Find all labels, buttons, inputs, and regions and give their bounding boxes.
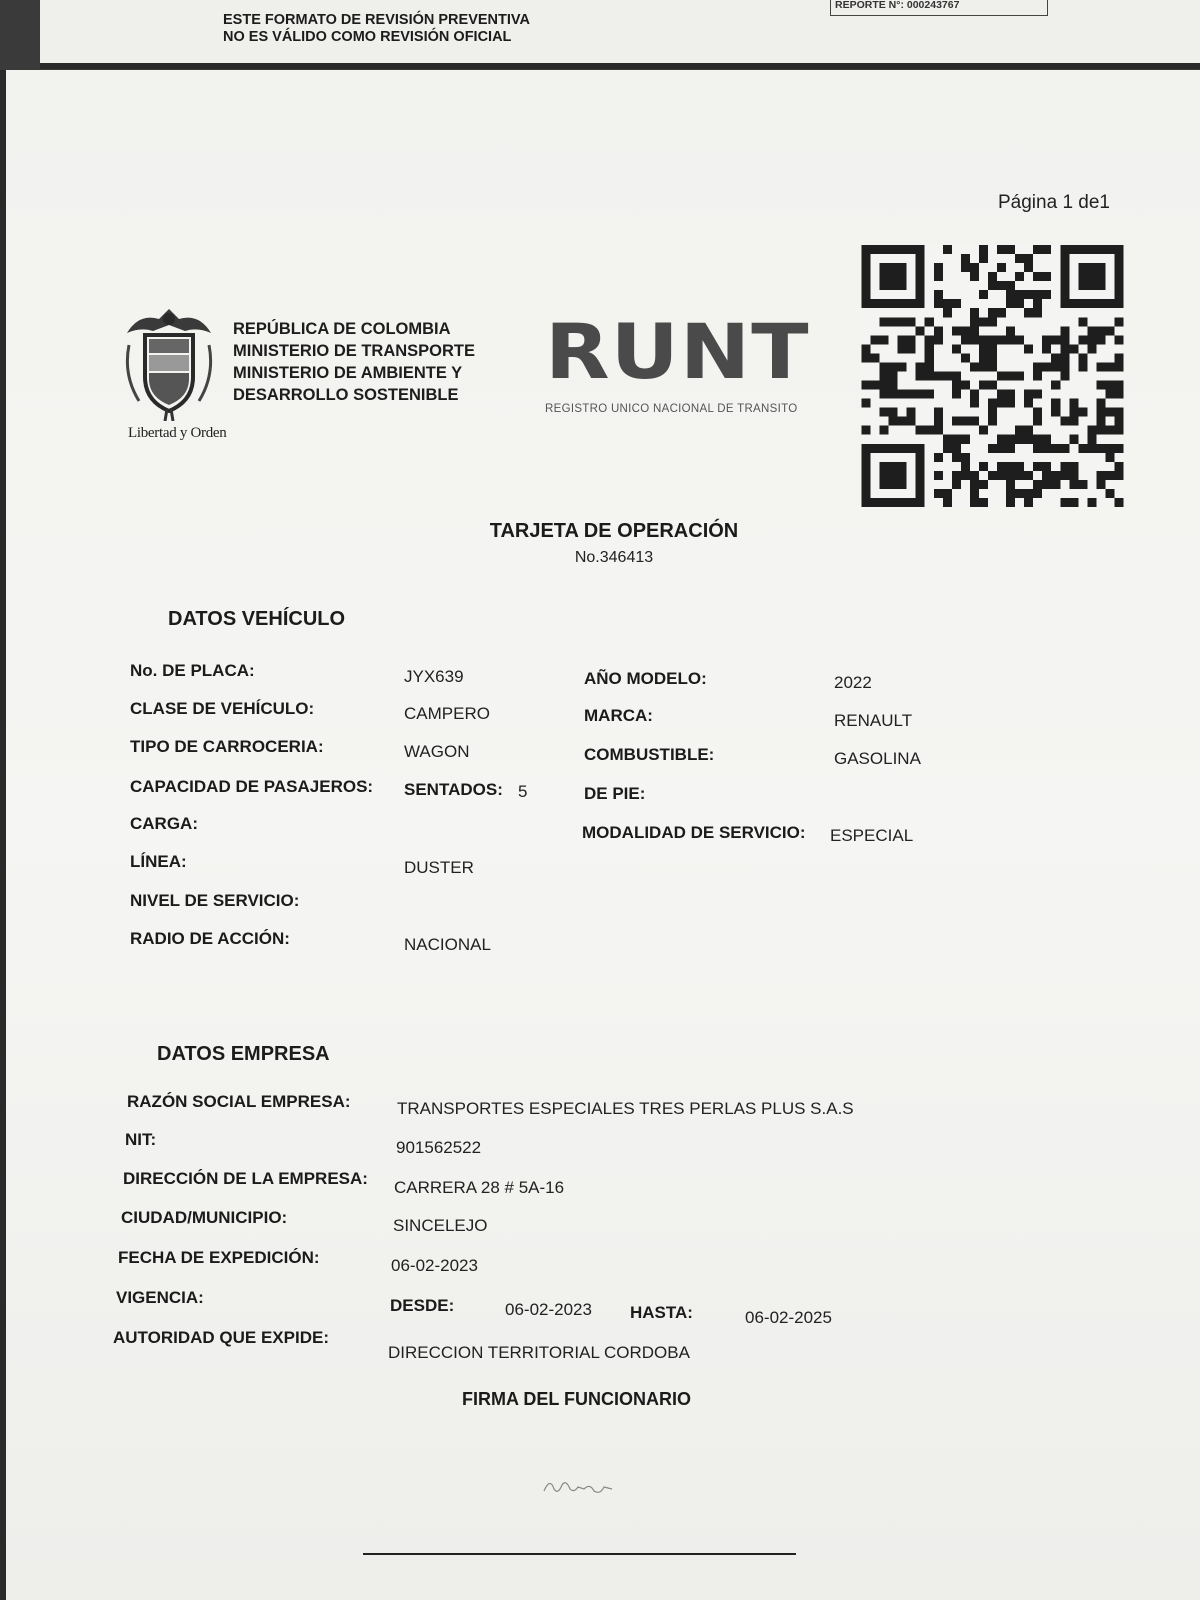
clase-label: CLASE DE VEHÍCULO: (130, 699, 315, 718)
fecha-label: FECHA DE EXPEDICIÓN: (118, 1248, 320, 1267)
razon-value: TRANSPORTES ESPECIALES TRES PERLAS PLUS S.A.S (397, 1099, 854, 1118)
razon-label: RAZÓN SOCIAL EMPRESA: (127, 1092, 351, 1111)
vehicle-section-title: DATOS VEHÍCULO (168, 608, 346, 630)
document-title: TARJETA DE OPERACIÓN (489, 520, 739, 542)
warning-line-2: NO ES VÁLIDO COMO REVISIÓN OFICIAL (223, 29, 512, 45)
combustible-value: GASOLINA (834, 749, 921, 768)
placa-value: JYX639 (404, 667, 464, 686)
direccion-value: CARRERA 28 # 5A-16 (394, 1178, 565, 1197)
placa-label: No. DE PLACA: (130, 661, 255, 680)
radio-value: NACIONAL (404, 935, 491, 954)
modalidad-value: ESPECIAL (830, 826, 914, 845)
hasta-value: 06-02-2025 (745, 1308, 832, 1327)
page-indicator: Página 1 de1 (998, 192, 1110, 213)
desde-label: DESDE: (390, 1296, 455, 1315)
sheet-divider (40, 63, 1200, 69)
clase-value: CAMPERO (404, 704, 490, 723)
runt-subtitle: REGISTRO UNICO NACIONAL DE TRANSITO (545, 403, 798, 415)
linea-label: LÍNEA: (130, 852, 187, 871)
desde-value: 06-02-2023 (505, 1300, 592, 1319)
gov-line-4: DESARROLLO SOSTENIBLE (233, 386, 459, 404)
document-number: No.346413 (574, 549, 654, 566)
nivel-label: NIVEL DE SERVICIO: (130, 891, 300, 910)
carga-label: CARGA: (130, 814, 198, 833)
linea-value: DUSTER (404, 858, 474, 877)
de-pie-label: DE PIE: (584, 784, 646, 803)
hasta-label: HASTA: (630, 1303, 693, 1322)
company-section-title: DATOS EMPRESA (157, 1043, 330, 1065)
gov-line-2: MINISTERIO DE TRANSPORTE (233, 342, 476, 360)
capacidad-label: CAPACIDAD DE PASAJEROS: (130, 777, 374, 796)
fecha-value: 06-02-2023 (391, 1256, 478, 1275)
marca-value: RENAULT (834, 711, 913, 730)
autoridad-value: DIRECCION TERRITORIAL CORDOBA (388, 1343, 690, 1362)
signature-scribble-icon (540, 1475, 620, 1499)
motto: Libertad y Orden (128, 425, 227, 441)
direccion-label: DIRECCIÓN DE LA EMPRESA: (123, 1169, 368, 1188)
gov-line-1: REPÚBLICA DE COLOMBIA (233, 320, 451, 338)
nit-value: 901562522 (396, 1138, 482, 1157)
runt-logo: RUNT (545, 307, 810, 396)
gov-line-3: MINISTERIO DE AMBIENTE Y (233, 364, 463, 382)
reporte-number: REPORTE N°: 000243767 (830, 0, 1048, 16)
carroceria-value: WAGON (404, 742, 470, 761)
warning-line-1: ESTE FORMATO DE REVISIÓN PREVENTIVA (223, 12, 530, 28)
coat-of-arms-icon (118, 305, 220, 421)
sentados-label: SENTADOS: (404, 780, 503, 799)
anio-value: 2022 (834, 673, 872, 692)
anio-label: AÑO MODELO: (584, 669, 707, 688)
preventive-warning (223, 12, 530, 46)
ciudad-value: SINCELEJO (393, 1216, 488, 1235)
marca-label: MARCA: (584, 706, 653, 725)
sentados-value: 5 (518, 782, 528, 801)
signature-line (363, 1553, 796, 1555)
modalidad-label: MODALIDAD DE SERVICIO: (582, 823, 806, 842)
radio-label: RADIO DE ACCIÓN: (130, 929, 290, 948)
autoridad-label: AUTORIDAD QUE EXPIDE: (113, 1328, 329, 1347)
ciudad-label: CIUDAD/MUNICIPIO: (121, 1208, 288, 1227)
combustible-label: COMBUSTIBLE: (584, 745, 715, 764)
signature-label: FIRMA DEL FUNCIONARIO (462, 1389, 691, 1409)
vigencia-label: VIGENCIA: (116, 1288, 204, 1307)
carroceria-label: TIPO DE CARROCERIA: (130, 737, 324, 756)
nit-label: NIT: (125, 1130, 157, 1149)
government-block (233, 318, 475, 406)
qr-code-icon (860, 245, 1125, 507)
